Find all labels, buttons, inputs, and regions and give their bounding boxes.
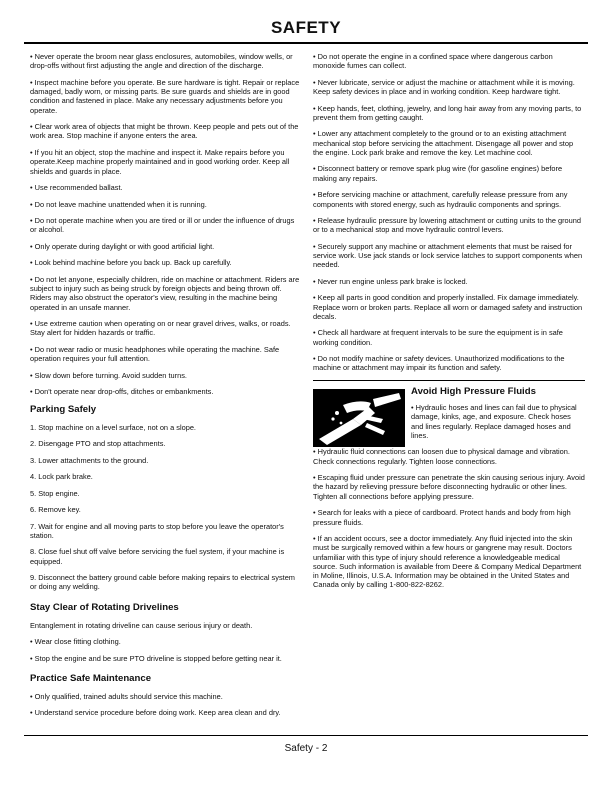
maintenance-heading: Practice Safe Maintenance <box>30 672 152 684</box>
list-item: 4. Lock park brake. <box>30 472 93 482</box>
left-column <box>30 52 300 725</box>
list-item: • Look behind machine before you back up. Back up carefully. <box>30 258 300 267</box>
driveline-intro: Entanglement in rotating driveline can cause serious injury or death. <box>30 620 253 630</box>
list-item: • Stop the engine and be sure PTO driveline is stopped before getting near it. <box>30 654 300 663</box>
list-item: 6. Remove key. <box>30 505 81 515</box>
page-header <box>24 18 588 44</box>
list-item: • Do not operate the engine in a confined space where dangerous carbon monoxide fumes can collect. <box>313 52 585 71</box>
list-item: • Do not leave machine unattended when it is running. <box>30 200 300 209</box>
list-item: • Keep all parts in good condition and properly installed. Fix damage immediately. Replace worn or broken parts. Replace all worn or damaged safety and instruction decals. <box>313 293 585 321</box>
list-item: 7. Wait for engine and all moving parts to stop before you leave the operator's station. <box>30 521 284 540</box>
list-item: 5. Stop engine. <box>30 488 80 498</box>
list-item: 1. Stop machine on a level surface, not on a slope. <box>30 422 196 432</box>
list-item: • Keep hands, feet, clothing, jewelry, and long hair away from any moving parts, to prevent them from getting caught. <box>313 104 585 123</box>
list-item: • Never operate the broom near glass enclosures, automobiles, window wells, or drop-offs without first adjusting the angle and direction of the discharge. <box>30 52 300 71</box>
fluids-intro <box>411 386 585 440</box>
right-column <box>313 52 585 597</box>
list-item: 9. Disconnect the battery ground cable before making repairs to electrical system or doing any welding. <box>30 573 295 592</box>
fluids-bullets <box>313 447 585 589</box>
list-item: • Do not let anyone, especially children, ride on machine or attachment. Riders are subject to injury such as being struck by foreign objects and being thrown off. Riders may also obstruct the operator's view, resulting in the machine being operated in an unsafe manner. <box>30 275 300 312</box>
list-item: 3. Lower attachments to the ground. <box>30 455 149 465</box>
list-item: • Never run engine unless park brake is locked. <box>313 277 585 286</box>
list-item: • Understand service procedure before doing work. Keep area clean and dry. <box>30 708 300 717</box>
list-item: • Before servicing machine or attachment, carefully release pressure from any components with stored energy, such as hydraulic components and springs. <box>313 190 585 209</box>
list-item: • Release hydraulic pressure by lowering attachment or cutting units to the ground or to a mechanical stop and move hydraulic control levers. <box>313 216 585 235</box>
list-item: • Check all hardware at frequent intervals to be sure the equipment is in safe working condition. <box>313 328 585 347</box>
list-item: • Do not modify machine or safety devices. Unauthorized modifications to the machine or attachment may impair its function and safety. <box>313 354 585 373</box>
list-item: • Lower any attachment completely to the ground or to an existing attachment mechanical stop before servicing the attachment. Disengage all power and stop the engine. Lock park brake and remove the key. Let machine cool. <box>313 129 585 157</box>
page-footer <box>24 735 588 754</box>
list-item: • Search for leaks with a piece of cardboard. Protect hands and body from high pressure fluids. <box>313 508 585 527</box>
page-title: SAFETY <box>270 18 342 37</box>
parking-steps <box>30 423 300 592</box>
list-item: • Disconnect battery or remove spark plug wire (for gasoline engines) before making any repairs. <box>313 164 585 183</box>
list-item: • Inspect machine before you operate. Be sure hardware is tight. Repair or replace damaged, badly worn, or missing parts. Be sure guards and shields are in good condition and fastened in place. Make any necessary adjustments before you operate. <box>30 78 300 115</box>
footer-rule <box>24 735 588 736</box>
list-item: • Clear work area of objects that might be thrown. Keep people and pets out of the work area. Stop machine if anyone enters the area. <box>30 122 300 141</box>
list-item: • Escaping fluid under pressure can penetrate the skin causing serious injury. Avoid the hazard by relieving pressure before disconnecting hydraulic or other lines. Tighten all connections before applying pressure. <box>313 473 585 501</box>
list-item: • Only operate during daylight or with good artificial light. <box>30 242 300 251</box>
list-item: 2. Disengage PTO and stop attachments. <box>30 439 166 449</box>
list-item: • Don't operate near drop-offs, ditches or embankments. <box>30 387 300 396</box>
list-item: • Do not operate machine when you are tired or ill or under the influence of drugs or alcohol. <box>30 216 300 235</box>
list-item: • Use extreme caution when operating on or near gravel drives, walks, or roads. Stay alert for hidden hazards or traffic. <box>30 319 300 338</box>
list-item: • Hydraulic fluid connections can loosen due to physical damage and vibration. Check connections regularly. Tighten loose connections. <box>313 447 585 466</box>
list-item: • Slow down before turning. Avoid sudden turns. <box>30 371 300 380</box>
list-item: • Wear close fitting clothing. <box>30 637 300 646</box>
title-rule <box>24 42 588 44</box>
list-item: • Use recommended ballast. <box>30 183 300 192</box>
intro-bullets <box>30 52 300 396</box>
fluids-heading: Avoid High Pressure Fluids <box>411 385 536 397</box>
list-item: 8. Close fuel shut off valve before servicing the fuel system, if your machine is equipped. <box>30 547 285 566</box>
list-item: • Never lubricate, service or adjust the machine or attachment while it is moving. Keep safety devices in place and in working condition. Keep hardware tight. <box>313 78 585 97</box>
driveline-heading: Stay Clear of Rotating Drivelines <box>30 601 179 613</box>
list-item: • Hydraulic hoses and lines can fail due to physical damage, kinks, age, and exposure. Check hoses and lines regularly. Replace damaged hoses and lines. <box>411 403 585 440</box>
high-pressure-fluids-section <box>313 380 585 590</box>
list-item: • Only qualified, trained adults should service this machine. <box>30 692 300 701</box>
list-item: • If an accident occurs, see a doctor immediately. Any fluid injected into the skin must be surgically removed within a few hours or gangrene may result. Doctors unfamiliar with this type of injury should reference a knowledgeable medical source. Such information is available from Deere & Company Medical Department in Moline, Illinois, U.S.A. Information may be obtained in the United States and Canada only by calling 1-800-822-8262. <box>313 534 585 590</box>
parking-heading: Parking Safely <box>30 403 97 415</box>
hand-injection-warning-icon <box>313 389 405 447</box>
list-item: • Securely support any machine or attachment elements that must be raised for service work. Use jack stands or lock service latches to support components when needed. <box>313 242 585 270</box>
list-item: • If you hit an object, stop the machine and inspect it. Make repairs before you operate.Keep machine properly maintained and in good working order. Keep all shields and guards in place. <box>30 148 300 176</box>
list-item: • Do not wear radio or music headphones while operating the machine. Safe operation requires your full attention. <box>30 345 300 364</box>
page-number: Safety - 2 <box>284 743 328 755</box>
